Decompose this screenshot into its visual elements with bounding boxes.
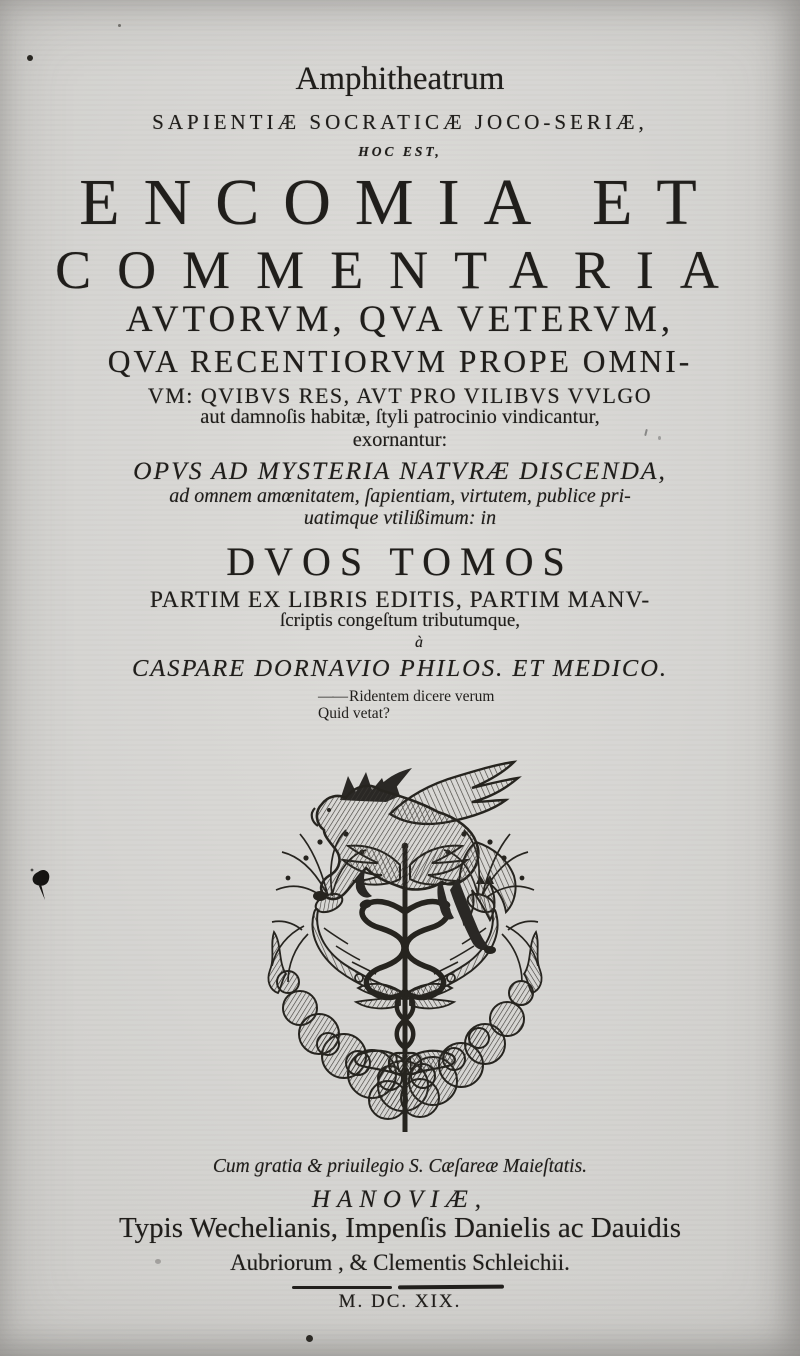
title-line-vm-quibus: VM: QVIBVS RES, AVT PRO VILIBVS VVLGO: [147, 383, 653, 408]
serpent-left: [359, 898, 405, 998]
opus-line-2: ad omnem amœnitatem, ſapientiam, virtutem, publice pri-: [169, 485, 631, 507]
printer-device-woodcut: [262, 737, 548, 1135]
imprint-date: M. DC. XIX.: [338, 1291, 462, 1312]
a-preposition: à: [415, 634, 423, 651]
title-line-exornantur: exornantur:: [352, 429, 448, 451]
rule-segment-right: [398, 1285, 504, 1290]
privilege-line: Cum gratia & priuilegio S. Cæſareæ Maieſtatis.: [212, 1156, 588, 1177]
publisher-line-2: Aubriorum , & Clementis Schleichii.: [230, 1250, 570, 1275]
ink-speck: [118, 24, 121, 27]
subtitle-sapientiae: SAPIENTIÆ SOCRATICÆ JOCO-SERIÆ,: [152, 110, 648, 134]
title-line-autorum: AVTORVM, QVA VETERVM,: [125, 299, 675, 340]
main-title-commentaria: COMMENTARIA: [55, 240, 745, 300]
imprint-place: HANOVIÆ,: [311, 1186, 489, 1213]
pegasus-fore-hoof: [313, 891, 327, 901]
rule-segment-left: [292, 1286, 392, 1289]
scriptis-line: ſcriptis congeſtum tributumque,: [279, 610, 521, 631]
motto-dash: ——: [318, 688, 347, 705]
paper-smudge: [155, 1259, 161, 1264]
main-title-encomia: ENCOMIA ET: [79, 166, 721, 239]
hoc-est-line: HOC EST,: [358, 144, 442, 159]
imprint-rule: [292, 1285, 504, 1290]
ink-speck: [306, 1335, 313, 1342]
partim-line: PARTIM EX LIBRIS EDITIS, PARTIM MANV-: [149, 587, 651, 613]
ink-speck: [27, 55, 33, 61]
duos-tomos-line: DVOS TOMOS: [226, 539, 574, 584]
title-line-aut-damnosis: aut damnoſis habitæ, ſtyli patrocinio vindicantur,: [200, 406, 600, 428]
opus-line-3: uatimque vtilißimum: in: [303, 507, 497, 529]
motto-line-1: —— Ridentem dicere verum: [318, 688, 495, 705]
opus-line-1: OPVS AD MYSTERIA NATVRÆ DISCENDA,: [133, 456, 667, 485]
motto-block: [318, 688, 494, 722]
series-title: Amphitheatrum: [295, 61, 505, 97]
publisher-line-1: Typis Wechelianis, Impenſis Danielis ac Dauidis: [118, 1212, 682, 1244]
pegasus-eye: [327, 808, 331, 812]
author-line: CASPARE DORNAVIO PHILOS. ET MEDICO.: [131, 655, 669, 682]
stray-mark: [658, 436, 661, 440]
motto-line-2: Quid vetat?: [318, 705, 390, 722]
ink-blot: [26, 864, 52, 906]
title-line-qua-recentiorum: QVA RECENTIORVM PROPE OMNI-: [107, 344, 693, 379]
pegasus: [312, 762, 518, 954]
